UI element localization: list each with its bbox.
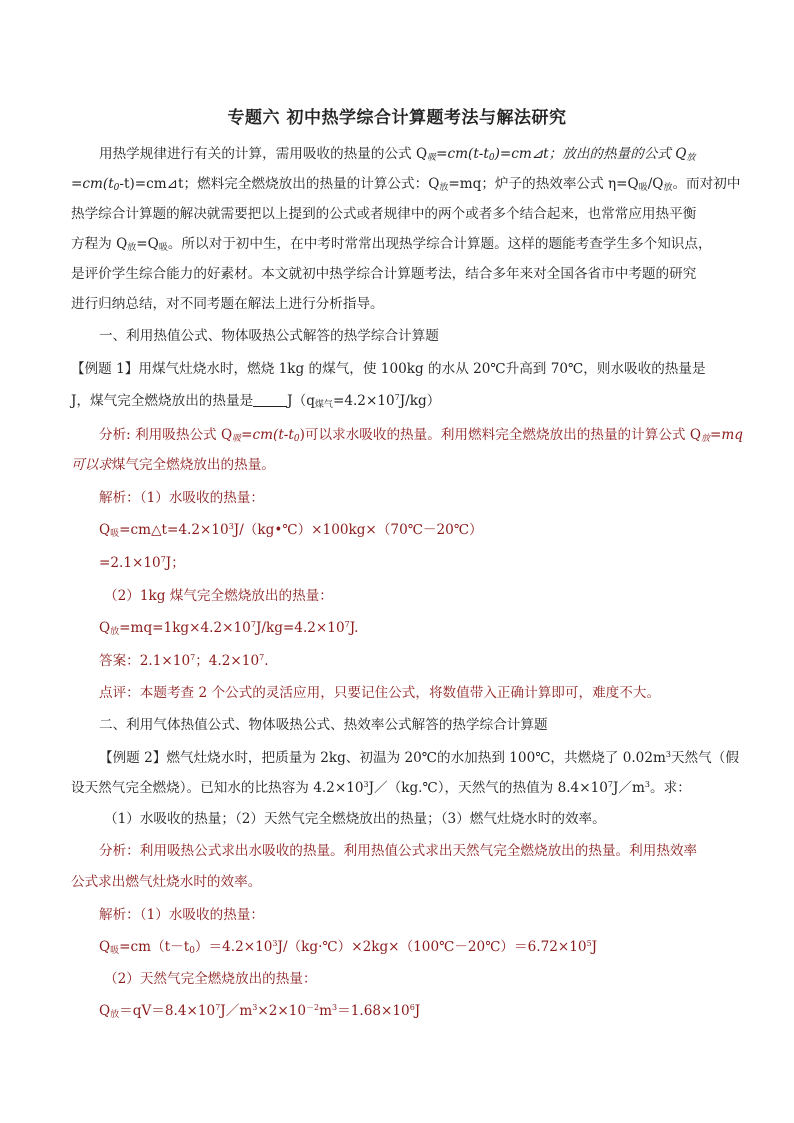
example-2-analysis-2: 公式求出燃气灶烧水时的效率。 <box>71 874 262 890</box>
example-1-solution-label: 解析：（1）水吸收的热量： <box>99 490 264 506</box>
example-2-formula-1: $Q_吸=cm(t-t_0)=4.2\times 10^3J/(kg\cdot℃)\times 2kg\times(100℃-20℃)=6.72\times 10^5J$ <box>99 939 598 956</box>
example-2-step-2: （2）天然气完全燃烧放出的热量： <box>104 971 317 987</box>
example-2-solution-label: 解析：（1）水吸收的热量： <box>99 907 264 923</box>
intro-line-5: 是评价学生综合能力的好素材。本文就初中热学综合计算题考法，结合多年来对全国各省市中考题的研究 <box>71 266 697 282</box>
example-2-line-1: 【例题 2】燃气灶烧水时，把质量为 2kg、初温为 20℃的水加热到 100℃，共燃烧了 $0.02m^3$天然气（假 <box>99 750 739 766</box>
intro-line-6: 进行归纳总结，对不同考题在解法上进行分析指导。 <box>71 296 384 312</box>
section-heading-2: 二、利用气体热值公式、物体吸热公式、热效率公式解答的热学综合计算题 <box>99 717 548 733</box>
example-2-formula-2: $Q_放=qV=8.4\times 10^7J/m^3\times 2\times 10^{-2}m^3=1.68\times 10^6J$ <box>99 1003 421 1020</box>
intro-line-2: $=cm(t_0-t)=cm⊿t$；燃料完全燃烧放出的热量的计算公式：$Q_放=mq$；炉子的热效率公式 $\eta=Q_吸/Q_放$。而对初中 <box>71 176 741 193</box>
intro-line-1: 用热学规律进行有关的计算，需用吸收的热量的公式 $Q_吸=cm(t-t_0)=cm⊿t$；放出的热量的公式 $Q_放$ <box>99 146 696 163</box>
section-heading-1: 一、利用热值公式、物体吸热公式解答的热学综合计算题 <box>99 328 439 344</box>
example-2-line-2: 设天然气完全燃烧）。已知水的比热容为 $4.2\times 10^3J/(kg.℃)$，天然气的热值为 $8.4\times 10^7J/m^3$。求： <box>71 780 691 796</box>
example-2-questions: （1）水吸收的热量；（2）天然气完全燃烧放出的热量；（3）燃气灶烧水时的效率。 <box>104 811 606 827</box>
example-1-answer: 答案：$2.1\times 10^7$；$4.2\times 10^7$. <box>99 653 269 669</box>
page-title: 专题六 初中热学综合计算题考法与解法研究 <box>227 108 567 128</box>
example-1-step-2: （2）1kg 煤气完全燃烧放出的热量： <box>104 588 333 604</box>
example-1-formula-3: $Q_放=mq=1kg\times 4.2\times 10^7J/kg=4.2\times 10^7J$. <box>99 620 359 637</box>
example-1-line-2: J，煤气完全燃烧放出的热量是 $J(q_{煤气}=4.2\times 10^7J/kg)$ <box>71 393 441 410</box>
answer-blank <box>253 393 287 407</box>
example-1-analysis-1: 分析: 利用吸热公式 $Q_吸=cm(t-t_0)$可以求水吸收的热量。利用燃料完全燃烧放出的热量的计算公式 $Q_放=mq$ <box>99 427 743 444</box>
example-1-formula-2: $=2.1\times 10^7J$； <box>99 555 185 571</box>
example-2-analysis-1: 分析：利用吸热公式求出水吸收的热量。利用热值公式求出天然气完全燃烧放出的热量。利用热效率 <box>99 843 698 859</box>
intro-line-3: 热学综合计算题的解决就需要把以上提到的公式或者规律中的两个或者多个结合起来，也常常应用热平衡 <box>71 206 697 222</box>
intro-line-4: 方程为 $Q_放=Q_吸$。所以对于初中生，在中考时常常出现热学综合计算题。这样的题能考查学生多个知识点， <box>71 236 712 253</box>
example-1-analysis-2: 可以求煤气完全燃烧放出的热量。 <box>71 457 275 473</box>
example-1-line-1: 【例题 1】用煤气灶烧水时，燃烧 1kg 的煤气，使 100kg 的水从 20℃升高到 70℃，则水吸收的热量是 <box>71 361 706 377</box>
example-1-comment: 点评：本题考查 2 个公式的灵活应用，只要记住公式，将数值带入正确计算即可，难度不大。 <box>99 685 661 701</box>
example-1-formula-1: $Q_吸=cm\triangle t=4.2\times 10^3J/(kg•℃)\times 100kg\times(70℃-20℃)$ <box>99 522 483 539</box>
